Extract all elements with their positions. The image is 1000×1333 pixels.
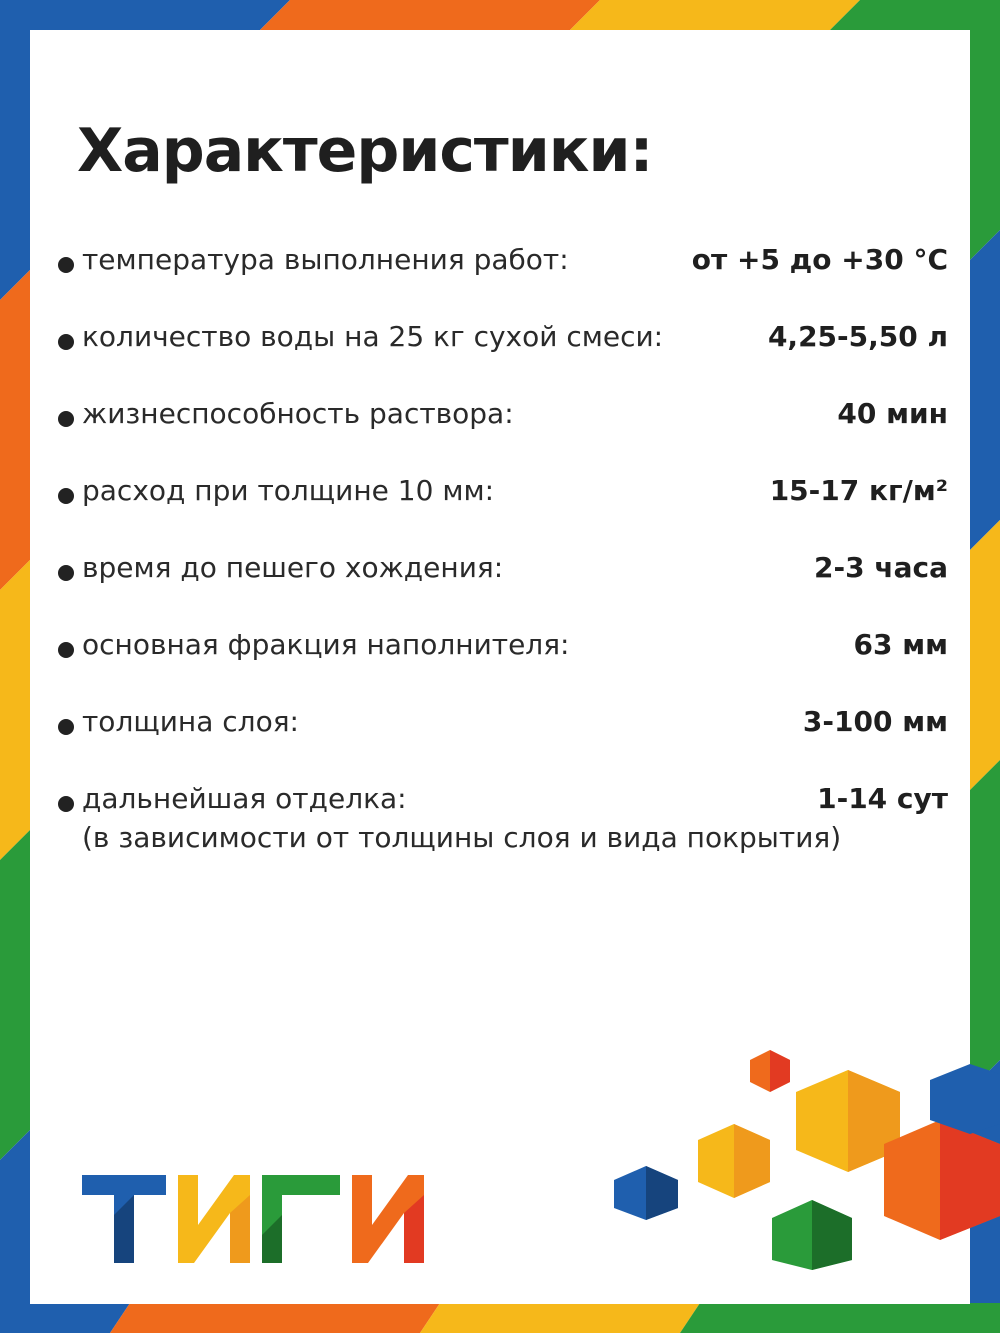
spec-value: 3-100 мм bbox=[802, 705, 948, 738]
spec-note: (в зависимости от толщины слоя и вида покрытия) bbox=[82, 821, 842, 854]
spec-label: основная фракция наполнителя: bbox=[82, 628, 570, 661]
spec-row bbox=[54, 625, 954, 702]
spec-label: дальнейшая отделка: bbox=[82, 782, 407, 815]
spec-row bbox=[54, 240, 954, 317]
spec-label: время до пешего хождения: bbox=[82, 551, 504, 584]
bullet-icon bbox=[58, 488, 74, 504]
spec-row bbox=[54, 548, 954, 625]
bullet-icon bbox=[58, 257, 74, 273]
spec-label: толщина слоя: bbox=[82, 705, 299, 738]
spec-row bbox=[54, 702, 954, 779]
bullet-icon bbox=[58, 565, 74, 581]
spec-value: 40 мин bbox=[837, 397, 948, 430]
spec-label: расход при толщине 10 мм: bbox=[82, 474, 495, 507]
spec-label: жизнеспособность раствора: bbox=[82, 397, 514, 430]
spec-row bbox=[54, 394, 954, 471]
spec-value: 4,25-5,50 л bbox=[767, 320, 948, 353]
bullet-icon bbox=[58, 642, 74, 658]
spec-value: 15-17 кг/м² bbox=[769, 474, 948, 507]
spec-value: от +5 до +30 °С bbox=[691, 243, 948, 276]
spec-label: температура выполнения работ: bbox=[82, 243, 569, 276]
spec-value: 1-14 сут bbox=[817, 782, 948, 815]
decorative-cubes bbox=[600, 1040, 1000, 1270]
page-title: Характеристики: bbox=[77, 116, 653, 186]
bullet-icon bbox=[58, 411, 74, 427]
spec-row bbox=[54, 779, 954, 856]
spec-label: количество воды на 25 кг сухой смеси: bbox=[82, 320, 664, 353]
spec-row bbox=[54, 317, 954, 394]
spec-list bbox=[54, 240, 954, 856]
spec-value: 2-3 часа bbox=[814, 551, 948, 584]
bullet-icon bbox=[58, 719, 74, 735]
brand-logo bbox=[82, 1175, 452, 1263]
bullet-icon bbox=[58, 796, 74, 812]
spec-row bbox=[54, 471, 954, 548]
bullet-icon bbox=[58, 334, 74, 350]
spec-value: 63 мм bbox=[853, 628, 948, 661]
